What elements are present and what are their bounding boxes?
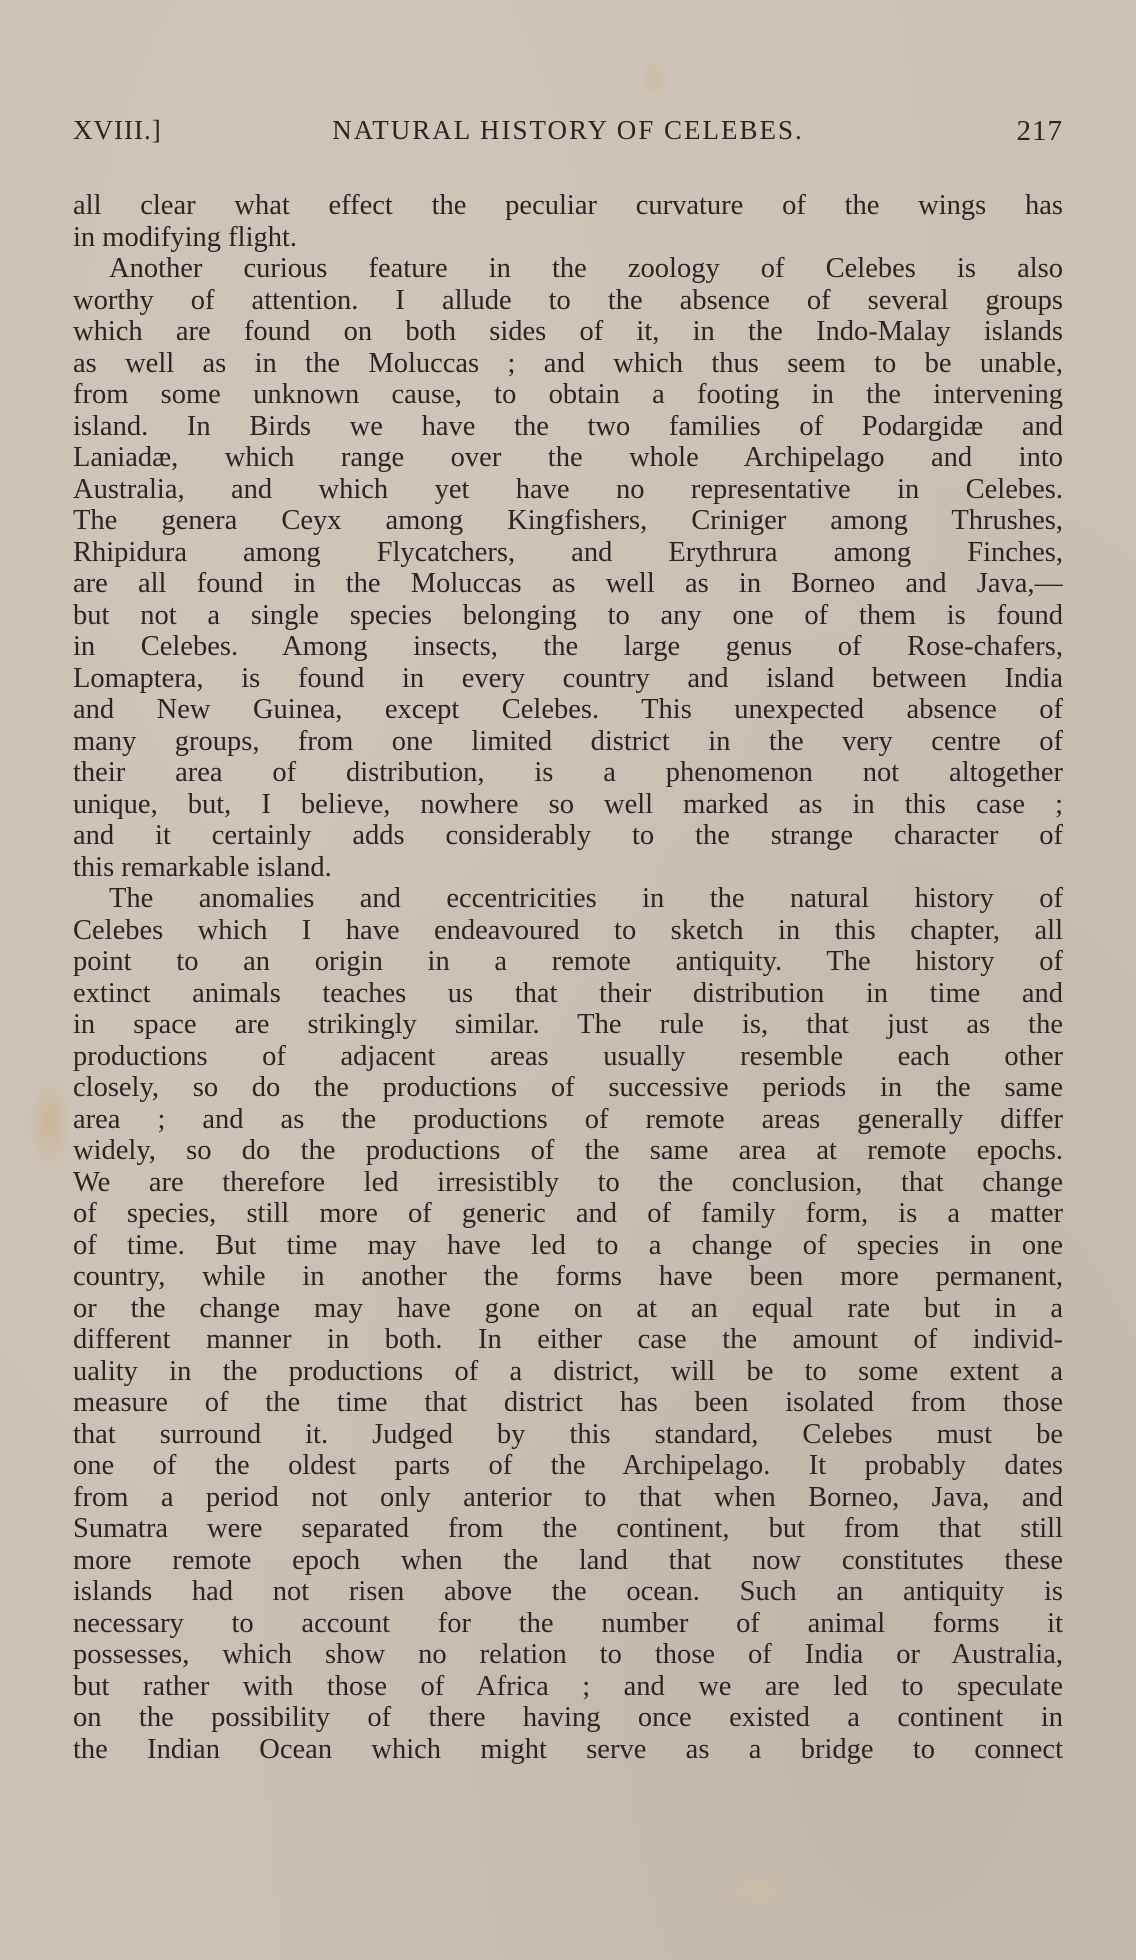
text-line: Laniadæ, which range over the whole Archipelago and into [73, 442, 1063, 473]
text-line: different manner in both. In either case the amount of individ- [73, 1324, 1063, 1355]
running-header [73, 115, 1063, 155]
paper-stain [640, 58, 670, 98]
text-line: island. In Birds we have the two families of Podargidæ and [73, 410, 1063, 442]
page-number: 217 [1016, 115, 1063, 147]
text-line: The anomalies and eccentricities in the natural history of [109, 883, 1063, 914]
text-line: We are therefore led irresistibly to the conclusion, that change [73, 1166, 1063, 1198]
text-line: and it certainly adds considerably to the strange character of [73, 820, 1063, 851]
paper-stain [28, 1075, 73, 1170]
running-title: NATURAL HISTORY OF CELEBES. [332, 115, 804, 145]
text-line: area ; and as the productions of remote areas generally differ [73, 1103, 1063, 1135]
chapter-marker: XVIII.] [73, 115, 162, 145]
text-line: or the change may have gone on at an equal rate but in a [73, 1292, 1063, 1324]
text-line: are all found in the Moluccas as well as in Borneo and Java,— [73, 568, 1063, 599]
text-line: of species, still more of generic and of family form, is a matter [73, 1198, 1063, 1229]
text-line: Rhipidura among Flycatchers, and Erythrura among Finches, [73, 536, 1063, 568]
text-line: extinct animals teaches us that their distribution in time and [73, 977, 1063, 1009]
text-line: in Celebes. Among insects, the large genus of Rose-chafers, [73, 631, 1063, 662]
text-line: productions of adjacent areas usually resemble each other [73, 1040, 1063, 1072]
text-line: one of the oldest parts of the Archipelago. It probably dates [73, 1450, 1063, 1481]
text-line: possesses, which show no relation to those of India or Australia, [73, 1639, 1063, 1670]
text-line: widely, so do the productions of the same area at remote epochs. [73, 1135, 1063, 1166]
text-line: Lomaptera, is found in every country and island between India [73, 662, 1063, 694]
text-line: measure of the time that district has been isolated from those [73, 1387, 1063, 1418]
text-line: in modifying flight. [73, 221, 298, 253]
text-line: Sumatra were separated from the continent, but from that still [73, 1513, 1063, 1544]
text-line: The genera Ceyx among Kingfishers, Criniger among Thrushes, [73, 505, 1063, 536]
text-line: point to an origin in a remote antiquity. The history of [73, 946, 1063, 977]
text-line: this remarkable island. [73, 851, 332, 883]
text-line: many groups, from one limited district in the very centre of [73, 725, 1063, 757]
text-line: country, while in another the forms have been more permanent, [73, 1261, 1063, 1292]
text-line: but not a single species belonging to any one of them is found [73, 599, 1063, 631]
text-line: Celebes which I have endeavoured to sketch in this chapter, all [73, 914, 1063, 946]
body-text [73, 190, 1063, 1765]
text-line: the Indian Ocean which might serve as a bridge to connect [73, 1733, 1063, 1765]
text-line: of time. But time may have led to a change of species in one [73, 1229, 1063, 1261]
text-line: as well as in the Moluccas ; and which thus seem to be unable, [73, 347, 1063, 379]
text-line: that surround it. Judged by this standard, Celebes must be [73, 1418, 1063, 1450]
text-line: unique, but, I believe, nowhere so well marked as in this case ; [73, 788, 1063, 820]
text-line: from some unknown cause, to obtain a footing in the intervening [73, 379, 1063, 410]
text-line: in space are strikingly similar. The rule is, that just as the [73, 1009, 1063, 1040]
paper-stain [720, 1870, 800, 1910]
text-line: but rather with those of Africa ; and we are led to speculate [73, 1670, 1063, 1702]
text-line: and New Guinea, except Celebes. This unexpected absence of [73, 694, 1063, 725]
text-line: islands had not risen above the ocean. Such an antiquity is [73, 1576, 1063, 1607]
text-line: their area of distribution, is a phenomenon not altogether [73, 757, 1063, 788]
text-line: Australia, and which yet have no representative in Celebes. [73, 473, 1063, 505]
text-line: more remote epoch when the land that now constitutes these [73, 1544, 1063, 1576]
text-line: from a period not only anterior to that when Borneo, Java, and [73, 1481, 1063, 1513]
text-line: uality in the productions of a district, will be to some extent a [73, 1355, 1063, 1387]
text-line: necessary to account for the number of animal forms it [73, 1607, 1063, 1639]
text-line: on the possibility of there having once existed a continent in [73, 1702, 1063, 1733]
text-line: which are found on both sides of it, in the Indo-Malay islands [73, 316, 1063, 347]
text-line: all clear what effect the peculiar curvature of the wings has [73, 190, 1063, 221]
text-line: Another curious feature in the zoology of Celebes is also [109, 253, 1063, 284]
text-line: closely, so do the productions of successive periods in the same [73, 1072, 1063, 1103]
text-line: worthy of attention. I allude to the absence of several groups [73, 284, 1063, 316]
